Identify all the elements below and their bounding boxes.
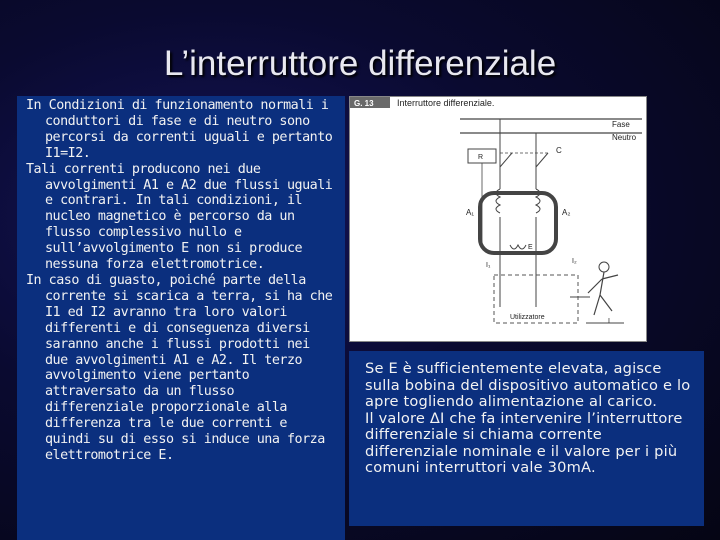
paragraph-switch-opens: Se E è sufficientemente elevata, agisce sulla bobina del dispositivo automatico e lo apre togliendo alimentazione al carico. [365,360,691,410]
label-i1: I₁ [486,262,491,269]
switch-contact-2 [536,153,548,167]
caption-number: G. 13 [354,99,374,108]
figure-caption: Interruttore differenziale. [397,98,495,108]
label-i: I [608,318,610,325]
label-e: E [528,244,533,251]
label-r: R [478,154,484,161]
label-i2: I₂ [572,258,577,265]
paragraph-fault-case: In caso di guasto, poiché parte della corrente si scarica a terra, si ha che I1 ed I2 avranno tra loro valori differenti e di conseguenza diversi saranno anche i flussi prodotti nei due avvolgimenti A1 e A2. Il terzo avvolgimento viene pertanto attraversato da un flusso differenziale proporzionale alla differenza tra le due correnti e quindi su di esso si induce una forza elettromotrice E. [26,272,333,463]
circuit-diagram [349,96,647,342]
winding-a2 [536,167,540,213]
label-c: C [556,146,562,155]
paragraph-equal-fluxes: Tali correnti producono nei due avvolgimenti A1 e A2 due flussi uguali e contrari. In tali condizioni, il nucleo magnetico è percorso da un flusso complessivo nullo e sull’avvolgimento E non si produce nessuna forza elettromotrice. [26,161,333,273]
label-a2: A₂ [562,208,571,217]
label-neutro: Neutro [612,133,637,142]
person-head [599,262,609,272]
label-a1: A₁ [466,208,475,217]
right-text-panel [349,351,704,526]
slide-title: L’interruttore differenziale [163,44,557,83]
person-body [588,272,618,315]
left-text-panel [17,96,345,540]
label-fase: Fase [612,120,630,129]
switch-contact-1 [500,153,512,167]
label-utilizzatore: Utilizzatore [510,314,545,321]
paragraph-normal-conditions: In Condizioni di funzionamento normali i conduttori di fase e di neutro sono percorsi da correnti uguali e pertanto I1=I2. [26,98,333,161]
circuit-diagram-svg [350,97,646,341]
paragraph-nominal-current: Il valore ΔI che fa intervenire l’interruttore differenziale si chiama corrente differenziale nominale e il valore per i più comuni interruttori vale 30mA. [365,409,683,476]
winding-a1 [496,167,500,213]
winding-e [510,245,526,249]
